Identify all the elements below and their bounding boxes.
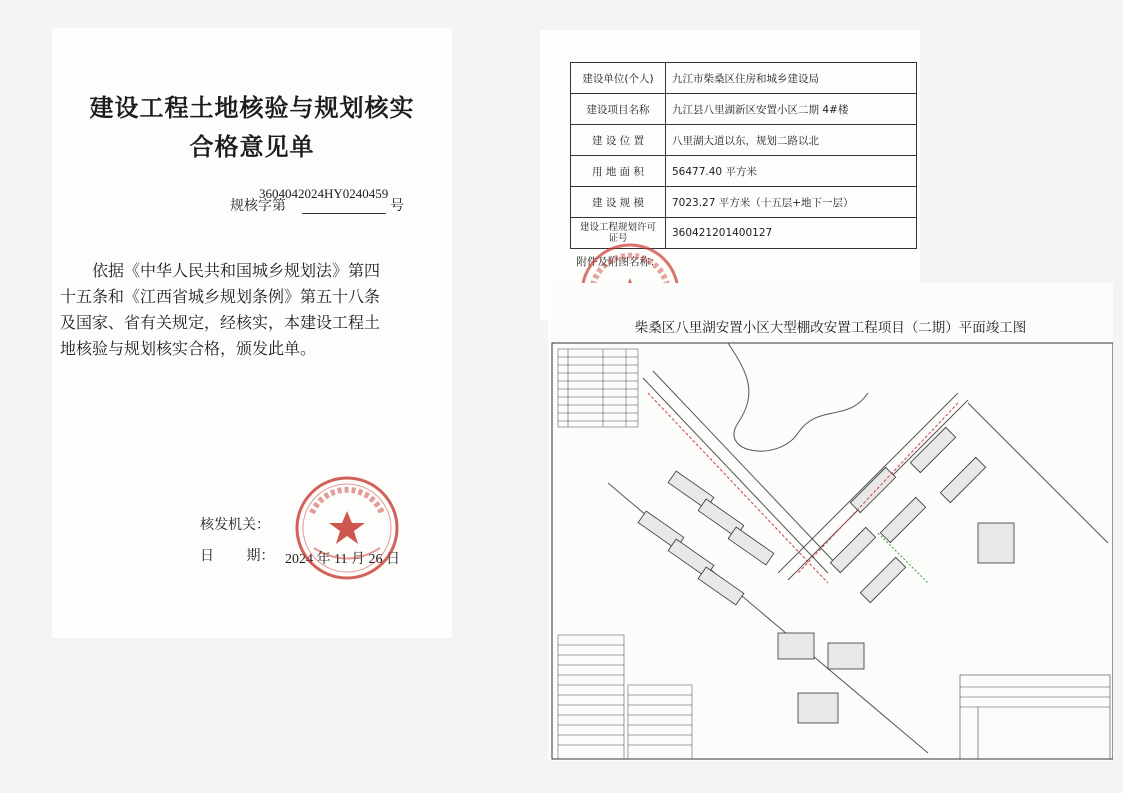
- certificate-number-prefix: 规核字第: [230, 198, 286, 214]
- table-value: 九江市柴桑区住房和城乡建设局: [666, 63, 917, 94]
- site-plan-drawing: [548, 283, 1113, 761]
- certificate-title-line1: 建设工程土地核验与规划核实: [89, 94, 415, 122]
- issuer-label: 核发机关：: [200, 517, 270, 533]
- attachments-label: 附件及附图名称：: [576, 255, 661, 268]
- certificate-number: 3604042024HY0240459: [259, 186, 389, 201]
- plan-title: 柴桑区八里湖安置小区大型棚改安置工程项目（二期）平面竣工图: [634, 320, 1027, 336]
- certificate-title-line2: 合格意见单: [189, 133, 315, 161]
- certificate-body: [60, 258, 438, 362]
- table-key: 用 地 面 积: [571, 156, 666, 187]
- site-plan-graphic: [548, 283, 1113, 761]
- table-row: [571, 125, 917, 156]
- body-line: 地核验与规划核实合格，颁发此单。: [60, 339, 317, 358]
- table-value: 九江县八里湖新区安置小区二期 4#楼: [666, 94, 917, 125]
- table-key: 建设工程规划许可证号: [571, 218, 666, 249]
- date-label: 日 期：: [200, 548, 275, 564]
- certificate-number-suffix: 号: [390, 198, 404, 214]
- table-value: 56477.40 平方米: [666, 156, 917, 187]
- table-row: [571, 94, 917, 125]
- table-row: [571, 156, 917, 187]
- table-row: [571, 63, 917, 94]
- certificate-page: [52, 28, 452, 638]
- body-line: 十五条和《江西省城乡规划条例》第五十八条: [60, 287, 381, 306]
- table-key: 建设单位(个人): [571, 63, 666, 94]
- issue-date: 2024 年 11 月 26 日: [285, 552, 400, 567]
- certificate-number-underline: [302, 213, 386, 214]
- table-key: 建 设 规 模: [571, 187, 666, 218]
- table-value: 360421201400127: [666, 218, 917, 249]
- table-key: 建设项目名称: [571, 94, 666, 125]
- body-line: 及国家、省有关规定，经核实，本建设工程土: [60, 313, 381, 332]
- body-line: 依据《中华人民共和国城乡规划法》第四: [92, 261, 381, 280]
- table-key: 建 设 位 置: [571, 125, 666, 156]
- table-value: 八里湖大道以东，规划二路以北: [666, 125, 917, 156]
- table-value: 7023.27 平方米（十五层+地下一层）: [666, 187, 917, 218]
- table-row: [571, 187, 917, 218]
- official-seal-icon: [292, 473, 402, 583]
